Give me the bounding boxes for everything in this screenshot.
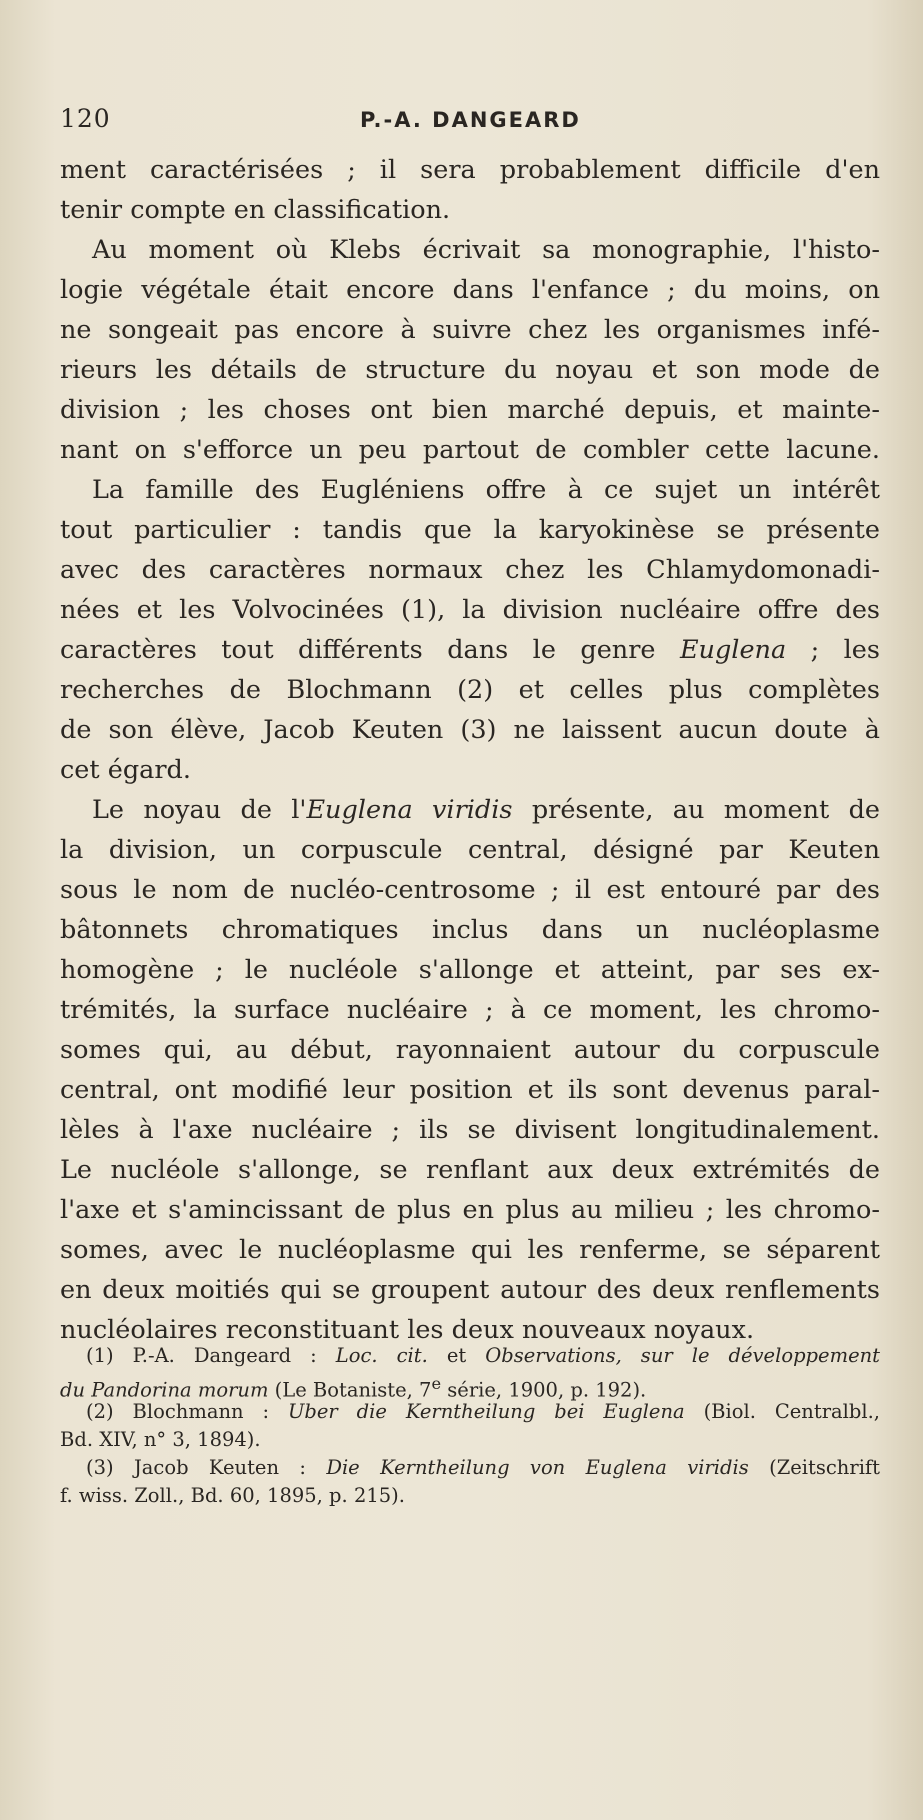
text-line-content: La famille des Eugléniens offre à ce sujet un intérêt bbox=[92, 475, 880, 505]
text-line bbox=[60, 1030, 880, 1070]
text-line bbox=[60, 790, 880, 830]
text-line-content: cet égard. bbox=[60, 755, 191, 785]
text-line-content: logie végétale était encore dans l'enfance ; du moins, on bbox=[60, 275, 880, 305]
text-line bbox=[60, 1150, 880, 1190]
text-line-content: bâtonnets chromatiques inclus dans un nucléoplasme bbox=[60, 915, 880, 945]
footnotes bbox=[60, 1342, 880, 1510]
text-line bbox=[60, 550, 880, 590]
text-line bbox=[60, 470, 880, 510]
text-line bbox=[60, 630, 880, 670]
text-line-content: tout particulier : tandis que la karyokinèse se présente bbox=[60, 515, 880, 545]
footnote-line: (1) P.-A. Dangeard : Loc. cit. et Observations, sur le développement bbox=[86, 1344, 880, 1367]
text-line-content: somes, avec le nucléoplasme qui les renferme, se séparent bbox=[60, 1235, 880, 1265]
text-line-content: trémités, la surface nucléaire ; à ce moment, les chromo- bbox=[60, 995, 880, 1025]
text-line bbox=[60, 230, 880, 270]
text-line bbox=[60, 1110, 880, 1150]
text-line-content: nées et les Volvocinées (1), la division nucléaire offre des bbox=[60, 595, 880, 625]
text-line bbox=[60, 910, 880, 950]
text-line-content: en deux moitiés qui se groupent autour des deux renflements bbox=[60, 1275, 880, 1305]
text-line-content: la division, un corpuscule central, désigné par Keuten bbox=[60, 835, 880, 865]
text-line bbox=[60, 710, 880, 750]
text-line-content: division ; les choses ont bien marché depuis, et mainte- bbox=[60, 395, 880, 425]
text-line bbox=[60, 830, 880, 870]
text-line-content: l'axe et s'amincissant de plus en plus au milieu ; les chromo- bbox=[60, 1195, 880, 1225]
body-text bbox=[60, 150, 880, 1350]
footnote-line: Bd. XIV, n° 3, 1894). bbox=[60, 1428, 261, 1451]
text-line bbox=[60, 310, 880, 350]
text-line bbox=[60, 270, 880, 310]
text-line bbox=[60, 990, 880, 1030]
text-line-content: homogène ; le nucléole s'allonge et atteint, par ses ex- bbox=[60, 955, 880, 985]
text-line bbox=[60, 430, 880, 470]
footnote-line: du Pandorina morum (Le Botaniste, 7e série, 1900, p. 192). bbox=[60, 1374, 647, 1402]
text-line-content: Au moment où Klebs écrivait sa monographie, l'histo- bbox=[92, 235, 880, 265]
text-line bbox=[60, 950, 880, 990]
text-line bbox=[60, 590, 880, 630]
text-line bbox=[60, 870, 880, 910]
text-line bbox=[60, 1270, 880, 1310]
text-line bbox=[60, 190, 880, 230]
text-line-content: ne songeait pas encore à suivre chez les organismes infé- bbox=[60, 315, 880, 345]
text-line-content: lèles à l'axe nucléaire ; ils se divisent longitudinalement. bbox=[60, 1115, 880, 1145]
text-line-content: sous le nom de nucléo-centrosome ; il est entouré par des bbox=[60, 875, 880, 905]
footnote-line: f. wiss. Zoll., Bd. 60, 1895, p. 215). bbox=[60, 1484, 405, 1507]
running-head: P.-A. DANGEARD bbox=[360, 108, 581, 132]
text-line-content: recherches de Blochmann (2) et celles plus complètes bbox=[60, 675, 880, 705]
footnote-line: (2) Blochmann : Uber die Kerntheilung bei Euglena (Biol. Centralbl., bbox=[86, 1400, 880, 1423]
text-line bbox=[60, 750, 880, 790]
text-line bbox=[60, 350, 880, 390]
footnote-line: (3) Jacob Keuten : Die Kerntheilung von Euglena viridis (Zeitschrift bbox=[86, 1456, 880, 1479]
text-line bbox=[60, 510, 880, 550]
text-line-content: nucléolaires reconstituant les deux nouveaux noyaux. bbox=[60, 1315, 755, 1345]
text-line bbox=[60, 1190, 880, 1230]
text-line-content: central, ont modifié leur position et ils sont devenus paral- bbox=[60, 1075, 880, 1105]
page-number: 120 bbox=[60, 104, 111, 133]
text-line-content: avec des caractères normaux chez les Chlamydomonadi- bbox=[60, 555, 880, 585]
text-line bbox=[60, 670, 880, 710]
text-line-content: de son élève, Jacob Keuten (3) ne laissent aucun doute à bbox=[60, 715, 880, 745]
page-header bbox=[60, 104, 880, 144]
text-line bbox=[60, 390, 880, 430]
text-line-content: Le nucléole s'allonge, se renflant aux deux extrémités de bbox=[60, 1155, 880, 1185]
text-line bbox=[60, 1230, 880, 1270]
text-line-content: rieurs les détails de structure du noyau et son mode de bbox=[60, 355, 880, 385]
text-line-content: caractères tout différents dans le genre Euglena ; les bbox=[60, 635, 880, 665]
text-line bbox=[60, 1070, 880, 1110]
text-line-content: somes qui, au début, rayonnaient autour du corpuscule bbox=[60, 1035, 880, 1065]
text-line-content: Le noyau de l'Euglena viridis présente, au moment de bbox=[92, 795, 880, 825]
text-line-content: ment caractérisées ; il sera probablement difficile d'en bbox=[60, 155, 880, 185]
text-line-content: tenir compte en classification. bbox=[60, 195, 451, 225]
text-line bbox=[60, 150, 880, 190]
text-line-content: nant on s'efforce un peu partout de combler cette lacune. bbox=[60, 435, 880, 465]
